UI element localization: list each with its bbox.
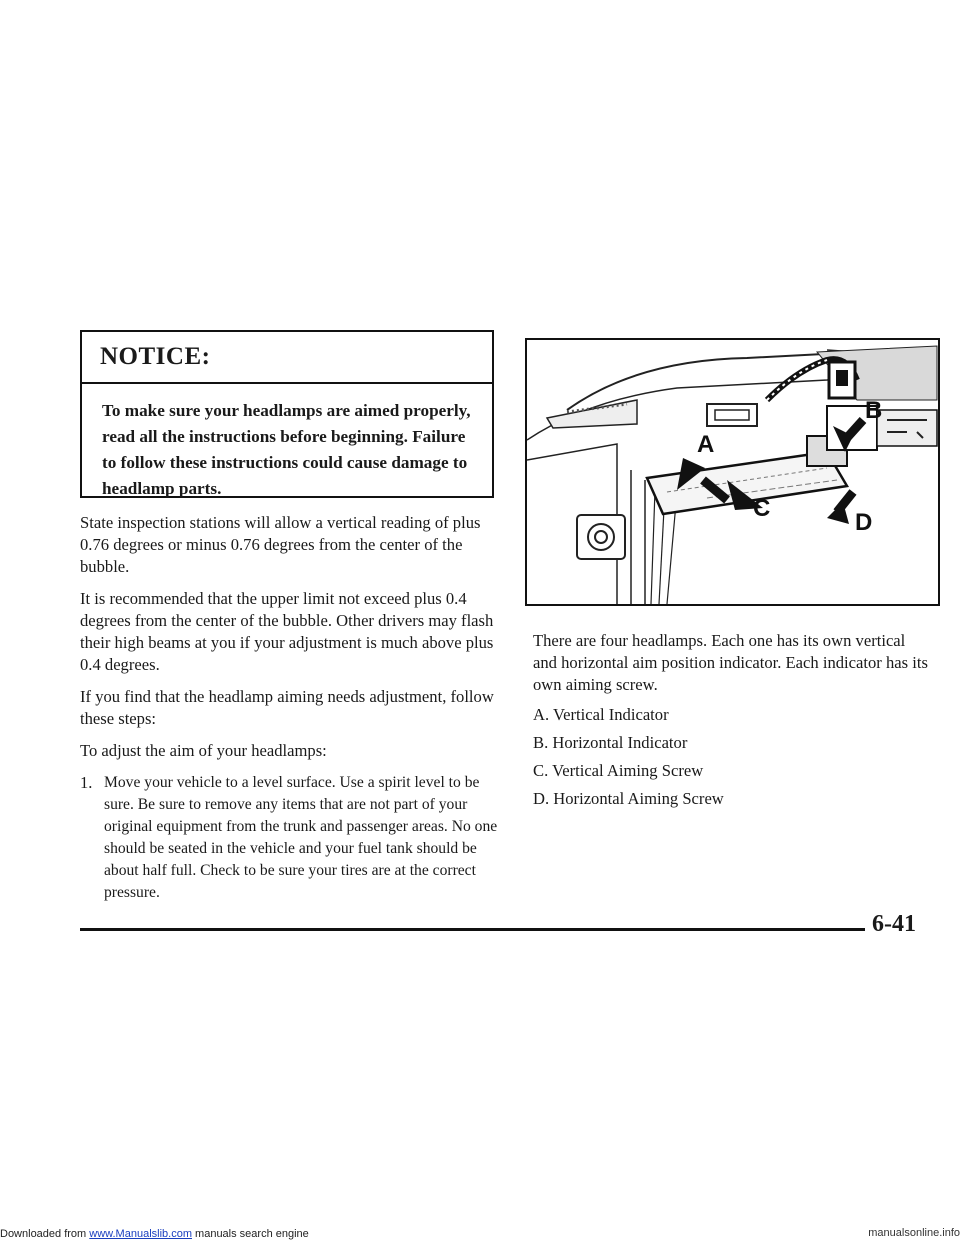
callout-c: C bbox=[753, 495, 771, 522]
notice-box bbox=[80, 330, 494, 498]
list-item: C. Vertical Aiming Screw bbox=[533, 761, 704, 780]
step-number: 1. bbox=[80, 773, 93, 792]
left-column bbox=[80, 512, 500, 904]
list-item: D. Horizontal Aiming Screw bbox=[533, 789, 724, 808]
page-rule bbox=[80, 928, 865, 931]
page-number: 6-41 bbox=[872, 911, 916, 937]
headlamps-intro: There are four headlamps. Each one has its own vertical and horizontal aim position indicator. Each indicator has its own aiming screw. bbox=[533, 631, 928, 694]
download-footer bbox=[0, 1227, 309, 1241]
steps-intro: To adjust the aim of your headlamps: bbox=[80, 741, 327, 760]
footer-prefix: Downloaded from bbox=[0, 1228, 90, 1240]
upper-limit-paragraph: It is recommended that the upper limit not exceed plus 0.4 degrees from the center of the bubble. Other drivers may flash their high beams at you if your adjustment is much above plus 0.4 degrees. bbox=[80, 589, 494, 674]
footer-suffix: manuals search engine bbox=[191, 1228, 309, 1240]
manualslib-link[interactable]: www.Manualslib.com bbox=[89, 1228, 192, 1240]
callout-a: A bbox=[697, 431, 715, 458]
list-item: B. Horizontal Indicator bbox=[533, 733, 688, 752]
inspection-paragraph: State inspection stations will allow a vertical reading of plus 0.76 degrees or minus 0.76 degrees from the center of the bubble. bbox=[80, 513, 481, 576]
callout-d: D bbox=[855, 509, 873, 536]
step-text: Move your vehicle to a level surface. Use a spirit level to be sure. Be sure to remove any items that are not part of your original equipment from the trunk and passenger areas. No one should be seated in the vehicle and your fuel tank should be about half full. Check to be sure your tires are at the correct pressure. bbox=[104, 774, 498, 901]
headlamp-diagram bbox=[527, 340, 938, 604]
list-item: A. Vertical Indicator bbox=[533, 705, 669, 724]
indicator-list bbox=[533, 704, 933, 810]
headlamp-illustration bbox=[525, 338, 940, 606]
right-column bbox=[533, 630, 933, 816]
notice-header bbox=[82, 332, 492, 384]
watermark-text: manualsonline.info bbox=[868, 1227, 960, 1239]
notice-body: To make sure your headlamps are aimed properly, read all the instructions before beginning. Failure to follow these instructions could cause damage to headlamp parts. bbox=[102, 401, 471, 498]
adjustment-paragraph: If you find that the headlamp aiming needs adjustment, follow these steps: bbox=[80, 687, 494, 728]
callout-b: B bbox=[865, 397, 883, 424]
step-item bbox=[80, 772, 500, 904]
notice-title: NOTICE: bbox=[100, 343, 211, 370]
